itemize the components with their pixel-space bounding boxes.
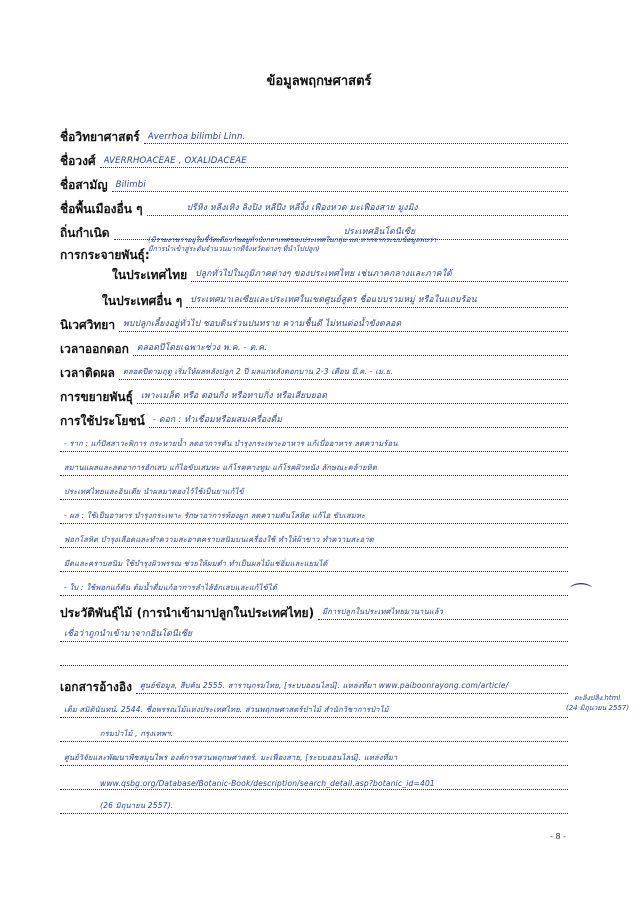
in-thailand-field[interactable] [191,267,568,282]
family-row [60,150,568,168]
common-name-field[interactable] [112,177,568,192]
flowering-row [60,338,568,356]
common-name-row [60,174,568,192]
propagation-field[interactable] [137,389,568,404]
utilization-line-2-field[interactable] [60,461,568,476]
flowering-field[interactable] [133,341,568,356]
flowering-value: ตลอดปีโดยเฉพาะช่วง พ.ค. - ต.ค. [136,343,268,353]
in-other-countries-field[interactable] [186,293,568,308]
references-line-6-value: (26 มิถุนายน 2557). [100,801,174,810]
in-thailand-label: ในประเทศไทย [112,268,188,282]
origin-label: ถิ่นกำเนิด [60,226,110,240]
local-names-value: ปรีหิง หลีงเหิง ลิงปิง หลีปีง หลีงิ้ง เฟืองหวด มะเฟืองสาย มูงมิง [186,203,418,213]
distribution-note-1: (มีรายงานว่าอยู่ในชี้วัดเดียวกันอยู่ทั่วบังกลาเทศของประเทศในกลุ่ม แต่ หากจากระบบข้อมูลพบว่า [148,236,437,244]
ecology-field[interactable] [119,317,568,332]
scientific-name-label: ชื่อวิทยาศาสตร์ [60,130,140,144]
references-line-2-value: เต็ม สมิตินันทน์. 2544. ชื่อพรรณไม้แห่งประเทศไทย. ส่วนพฤกษศาสตร์ป่าไม้ สำนักวิชาการป่าไม้ [64,705,389,714]
utilization-line-3-field[interactable] [60,485,568,500]
references-line-5-value: www.qsbg.org/Database/Botanic-Book/description/search_detail.asp?botanic_id=401 [100,779,435,788]
common-name-value: Bilimbi [115,180,146,190]
utilization-line-1-field[interactable] [60,437,568,452]
flowering-label: เวลาออกดอก [60,342,129,356]
in-other-countries-row [102,290,568,308]
utilization-row [60,410,568,428]
ecology-label: นิเวศวิทยา [60,318,116,332]
references-line-3 [60,724,568,742]
references-line-4-value: ศูนย์วิจัยและพัฒนาพืชสมุนไพร องค์การสวนพฤกษศาสตร์. มะเฟืองสาย, [ระบบออนไลน์]. แหล่งที่มา [64,753,398,762]
references-line-3-value: กรมป่าไม้ , กรุงเทพฯ. [100,729,174,738]
history-field[interactable] [318,605,568,620]
family-field[interactable] [100,153,568,168]
utilization-line-4-field[interactable] [60,509,568,524]
local-names-row [60,198,568,216]
references-line-4 [60,748,568,766]
utilization-line-7-field[interactable] [60,581,568,596]
propagation-row [60,386,568,404]
fruiting-row [60,362,568,380]
references-line-3-field[interactable] [60,727,568,742]
utilization-line-5-field[interactable] [60,533,568,548]
scientific-name-row [60,126,568,144]
origin-value: ประเทศอินโดนีเซีย [343,227,416,237]
ecology-row [60,314,568,332]
history-row [60,602,568,620]
propagation-value: เพาะเมล็ด หรือ ตอนกิ่ง หรือทาบกิ่ง หรือเสียบยอด [140,391,328,401]
fruiting-label: เวลาติดผล [60,366,115,380]
scientific-name-field[interactable] [144,129,568,144]
references-line-6 [60,796,568,814]
utilization-line-6-field[interactable] [60,557,568,572]
fruiting-field[interactable] [119,365,568,380]
page-title: ข้อมูลพฤกษศาสตร์ [266,74,372,89]
in-other-countries-value: ประเทศมาเลเซียและประเทศในเขตศูนย์สูตร ชื่อแบบรวมหมู่ หรือในแถบร้อน [190,295,477,305]
propagation-label: การขยายพันธุ์ [60,390,133,404]
utilization-line-7 [60,578,568,596]
references-margin-note-1: ตะลิงปลิง.html [574,694,621,702]
bracket-mark: ⌒ [570,583,593,608]
utilization-line-7-value: - ใบ : ใช้พอกแก้คัน ต้มน้ำดื่มแก้อาการลำไส้อักเสบและแก้ไข้ได้ [64,583,277,592]
history-line-2-field[interactable] [60,627,568,642]
history-value: มีการปลูกในประเทศไทยมานานแล้ว [322,607,444,616]
local-names-label: ชื่อพื้นเมืองอื่น ๆ [60,202,143,216]
in-thailand-value: ปลูกทั่วไปในภูมิภาคต่างๆ ของประเทศไทย เช่นภาคกลางและภาคใต้ [195,269,452,279]
utilization-label: การใช้ประโยชน์ [60,414,145,428]
utilization-line-3-value: ประเทศไทยและอินเดีย นำผลมาดองไว้ใช้เป็นยาแก้ไข้ [64,487,244,496]
references-line-2 [60,700,568,718]
utilization-line-4 [60,506,568,524]
family-label: ชื่อวงศ์ [60,154,96,168]
utilization-line-2-value: สมานแผลและลดอาการอักเสบ แก้ไอขับเสมหะ แก้โรคคางทูม แก้โรคผิวหนัง ลักษณะคล้ายหิด [64,463,377,472]
references-line-5-field[interactable] [60,775,568,790]
history-line-2-value: เชื่อว่าถูกนำเข้ามาจากอินโดนีเซีย [64,629,193,639]
history-line-2 [60,624,568,642]
references-field[interactable] [136,679,568,694]
in-thailand-row [112,264,568,282]
history-line-3 [60,648,568,666]
utilization-line-5 [60,530,568,548]
utilization-line-6 [60,554,568,572]
in-other-countries-label: ในประเทศอื่น ๆ [102,294,183,308]
references-margin-note-2: (24 มิถุนายน 2557) [566,704,630,712]
references-line-5 [60,772,568,790]
utilization-line-5-value: ฟอกโลหิต บำรุงเลือดและทำความสะอาดคราบสนิมบนเครื่องใช้ ทำให้ผ้าขาว ทำความสะอาด [64,535,374,544]
family-value: AVERRHOACEAE , OXALIDACEAE [103,156,247,166]
scientific-name-value: Averrhoa bilimbi Linn. [147,132,246,142]
references-line-4-field[interactable] [60,751,568,766]
fruiting-value: ตลอดปีตามฤดู เริ่มให้ผลหลังปลูก 2 ปี ผลแก่หลังดอกบาน 2-3 เดือน มี.ค. - เม.ย. [122,367,393,376]
utilization-line-2 [60,458,568,476]
utilization-line-1 [60,434,568,452]
utilization-line-4-value: - ผล : ใช้เป็นอาหาร บำรุงกระเพาะ รักษาอาการท้องผูก ลดความดันโลหิต แก้ไอ ขับเสมหะ [64,511,366,520]
history-label: ประวัติพันธุ์ไม้ (การนำเข้ามาปลูกในประเทศไทย) [60,606,315,620]
utilization-line-1-value: - ราก : แก้ปัสสาวะพิการ กระหายน้ำ ลดอาการคัน บำรุงกระเพาะอาหาร แก้เบื่ออาหาร ลดความร้อน [64,439,398,448]
common-name-label: ชื่อสามัญ [60,178,108,192]
distribution-label: การกระจายพันธุ์: [60,248,150,262]
ecology-value: พบปลูกเลี้ยงอยู่ทั่วไป ชอบดินร่วนปนทราย ความชื้นดี ไม่ทนต่อน้ำขังตลอด [123,319,402,329]
references-line-6-field[interactable] [60,799,568,814]
local-names-field[interactable] [147,201,568,216]
utilization-value: - ดอก : ทำเชื่อมหรือผสมเครื่องดื่ม [152,415,283,425]
references-line-1-value: ศูนย์ข้อมูล, สืบค้น 2555. สารานุกรมไทย, [ระบบออนไลน์]. แหล่งที่มา www.paiboonrayong.com/article/ [139,681,509,690]
references-label: เอกสารอ้างอิง [60,680,132,694]
page-number: - 8 - [550,832,566,841]
distribution-note-2: มีการนำเข้าสู่ระดับจำนวนมากที่จังหวัดต่างๆ ที่นำไปปลูก) [148,245,320,253]
utilization-field[interactable] [149,413,568,428]
references-row [60,676,568,694]
history-line-3-field[interactable] [60,651,568,666]
utilization-line-6-value: มีดและคราบสนิม ใช้บำรุงผิวพรรณ ช่วยให้ผมดำ ทำเป็นผลไม้แช่อิ่มและแยมได้ [64,559,328,568]
references-line-2-field[interactable] [60,703,568,718]
utilization-line-3 [60,482,568,500]
